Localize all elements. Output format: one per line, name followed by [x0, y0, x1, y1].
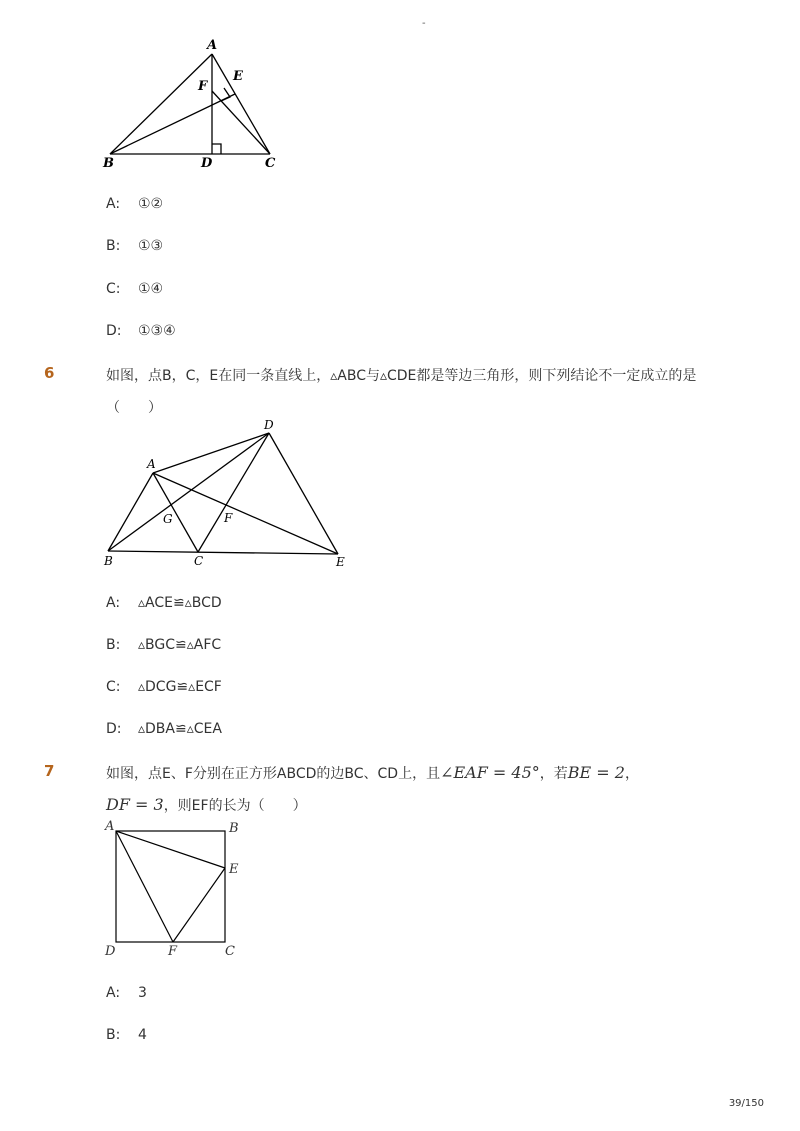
q6-option-d[interactable] — [106, 721, 222, 737]
q7-figure — [100, 818, 250, 960]
option-text: ①④ — [138, 281, 164, 297]
option-label: B: — [106, 637, 121, 653]
option-label: B: — [106, 1027, 121, 1043]
q6-label-f: F — [224, 511, 233, 525]
q7-label-b: B — [229, 821, 239, 836]
q7-label-e: E — [229, 862, 239, 877]
option-label: D: — [106, 323, 122, 339]
q7-label-a: A — [105, 819, 115, 834]
option-text: 3 — [138, 985, 147, 1001]
option-label: B: — [106, 238, 121, 254]
option-text: ▵BGC≌▵AFC — [138, 637, 222, 653]
option-text: ▵DCG≌▵ECF — [138, 679, 222, 695]
q6-label-c: C — [194, 554, 204, 568]
q7-math-be: BE = 2 — [567, 763, 625, 782]
q5-label-d: D — [201, 156, 213, 171]
q6-stem-line2: （ ） — [106, 400, 162, 416]
q5-label-a: A — [207, 38, 218, 53]
q6-label-e: E — [336, 555, 345, 569]
q6-figure — [100, 418, 355, 574]
q5-label-b: B — [103, 156, 114, 171]
q7-stem-part3: ， — [624, 766, 639, 782]
q5-label-e: E — [233, 69, 243, 84]
q6-label-g: G — [163, 512, 173, 526]
q7-stem-line2 — [106, 795, 307, 815]
option-text: 4 — [138, 1027, 147, 1043]
q6-stem-line1: 如图，点B，C，E在同一条直线上，▵ABC与▵CDE都是等边三角形，则下列结论不一定成立的是 — [106, 368, 697, 384]
q6-label-b: B — [104, 554, 113, 568]
q7-stem-line1 — [106, 763, 639, 783]
q5-option-b[interactable] — [106, 238, 163, 254]
q7-option-b[interactable] — [106, 1027, 147, 1043]
option-text: ①③④ — [138, 323, 176, 339]
q7-label-f: F — [168, 944, 178, 959]
q7-label-c: C — [225, 944, 235, 959]
q7-stem-part1: 如图，点E、F分别在正方形ABCD的边BC、CD上，且 — [106, 766, 441, 782]
option-label: A: — [106, 595, 121, 611]
q6-label-a: A — [147, 457, 156, 471]
q5-option-d[interactable] — [106, 323, 176, 339]
q6-option-c[interactable] — [106, 679, 222, 695]
q6-option-a[interactable] — [106, 595, 222, 611]
q5-figure — [100, 36, 290, 172]
option-text: ▵ACE≌▵BCD — [138, 595, 222, 611]
q6-number: 6 — [44, 364, 55, 382]
q7-stem-part4: ，则EF的长为（ ） — [163, 798, 307, 814]
q7-number: 7 — [44, 762, 55, 780]
q6-option-b[interactable] — [106, 637, 221, 653]
q5-option-c[interactable] — [106, 281, 163, 297]
q5-label-f: F — [198, 79, 208, 94]
option-label: A: — [106, 196, 121, 212]
option-text: ▵DBA≌▵CEA — [138, 721, 222, 737]
header-mark: - — [422, 18, 426, 29]
q7-option-a[interactable] — [106, 985, 147, 1001]
page-number: 39/150 — [728, 1098, 764, 1109]
q7-math-angle: ∠EAF = 45° — [440, 763, 540, 782]
q7-stem-part2: ，若 — [539, 766, 568, 782]
q5-option-a[interactable] — [106, 196, 163, 212]
q6-label-d: D — [264, 418, 274, 432]
option-label: D: — [106, 721, 122, 737]
option-label: C: — [106, 281, 121, 297]
q5-label-c: C — [265, 156, 276, 171]
option-label: C: — [106, 679, 121, 695]
option-label: A: — [106, 985, 121, 1001]
option-text: ①② — [138, 196, 164, 212]
option-text: ①③ — [138, 238, 164, 254]
q7-label-d: D — [105, 944, 116, 959]
q7-math-df: DF = 3 — [106, 795, 164, 814]
